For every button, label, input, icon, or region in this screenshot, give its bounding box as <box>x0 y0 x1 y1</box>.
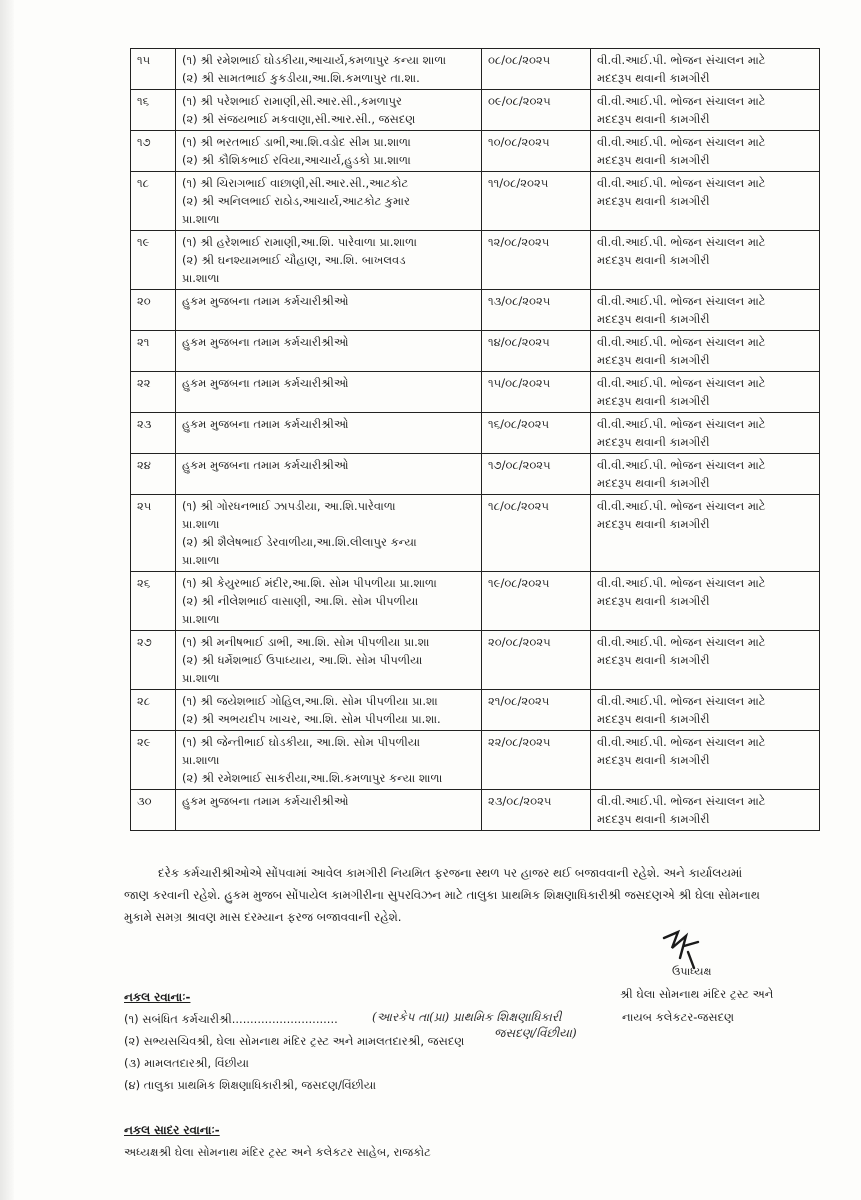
serial-number: ૧૯ <box>131 231 176 290</box>
work-description-line: મદદરૂપ થવાની કામગીરી <box>597 253 710 267</box>
assigned-work <box>591 172 820 231</box>
duty-date: ૦૮/૦૮/૨૦૨૫ <box>482 49 591 90</box>
work-description-line: મદદરૂપ થવાની કામગીરી <box>597 312 710 326</box>
assigned-work <box>591 372 820 413</box>
table-row <box>131 131 820 172</box>
work-description-line: વી.વી.આઈ.પી. ભોજન સંચાલન માટે <box>597 576 766 590</box>
work-description-line: વી.વી.આઈ.પી. ભોજન સંચાલન માટે <box>597 294 766 308</box>
employee-names <box>176 172 482 231</box>
serial-number: ૧૭ <box>131 131 176 172</box>
employee-name-line: (૧) શ્રી જેન્તીભાઈ ઘોડકીયા, આ.શિ. સોમ પીપળીયા <box>182 735 421 749</box>
duty-schedule-table <box>130 48 820 831</box>
copy-to-heading: નકલ રવાનાઃ- <box>124 990 191 1004</box>
assigned-work <box>591 495 820 572</box>
serial-number: ૨૮ <box>131 690 176 731</box>
assigned-work <box>591 49 820 90</box>
employee-name-line: (૨) શ્રી ઘનશ્યામભાઈ ચૌહાણ, આ.શિ. બાખલવડ <box>182 253 406 267</box>
table-row <box>131 572 820 631</box>
duty-date: ૨૧/૦૮/૨૦૨૫ <box>482 690 591 731</box>
table-row <box>131 90 820 131</box>
copy-item-2: (૨) સભ્યસચિવશ્રી, ઘેલા સોમનાથ મંદિર ટ્રસ્ટ અને મામલતદારશ્રી, જસદણ <box>124 1034 465 1048</box>
duty-date: ૧૯/૦૮/૨૦૨૫ <box>482 572 591 631</box>
work-description-line: મદદરૂપ થવાની કામગીરી <box>597 435 710 449</box>
assigned-work <box>591 231 820 290</box>
copy-item-1: (૧) સબંધિત કર્મચારીશ્રી............................. <box>124 1012 338 1026</box>
employee-name-line: (૨) શ્રી રમેશભાઈ સાકરીયા,આ.શિ.કમળાપુર કન્યા શાળા <box>182 771 443 785</box>
serial-number: ૨૦ <box>131 290 176 331</box>
work-description-line: મદદરૂપ થવાની કામગીરી <box>597 194 710 208</box>
employee-name-line: (૨) શ્રી કૌશિકભાઈ રવિયા,આચાર્ય,હુડકો પ્રા.શાળા <box>182 153 411 167</box>
employee-names <box>176 372 482 413</box>
work-description-line: મદદરૂપ થવાની કામગીરી <box>597 353 710 367</box>
assigned-work <box>591 454 820 495</box>
assigned-work <box>591 413 820 454</box>
employee-name-line: હુકમ મુજબના તમામ કર્મચારીશ્રીઓ <box>182 335 349 349</box>
table-row <box>131 454 820 495</box>
serial-number: ૨૨ <box>131 372 176 413</box>
table-row <box>131 631 820 690</box>
work-description-line: વી.વી.આઈ.પી. ભોજન સંચાલન માટે <box>597 458 766 472</box>
employee-name-line: (૧) શ્રી કેયુરભાઈ મંદીર,આ.શિ. સોમ પીપળીયા પ્રા.શાળા <box>182 576 437 590</box>
employee-name-line: પ્રા.શાળા <box>182 553 220 567</box>
serial-number: ૧૬ <box>131 90 176 131</box>
duty-date: ૧૭/૦૮/૨૦૨૫ <box>482 454 591 495</box>
table-row <box>131 49 820 90</box>
work-description-line: વી.વી.આઈ.પી. ભોજન સંચાલન માટે <box>597 176 766 190</box>
work-description-line: મદદરૂપ થવાની કામગીરી <box>597 753 710 767</box>
duty-date: ૨૩/૦૮/૨૦૨૫ <box>482 790 591 831</box>
work-description-line: વી.વી.આઈ.પી. ભોજન સંચાલન માટે <box>597 94 766 108</box>
instructions-paragraph <box>124 862 824 928</box>
employee-names <box>176 572 482 631</box>
employee-names <box>176 231 482 290</box>
employee-name-line: (૧) શ્રી હરેશભાઈ રામાણી,આ.શિ. પારેવાળા પ્રા.શાળા <box>182 235 417 249</box>
duty-date: ૧૮/૦૮/૨૦૨૫ <box>482 495 591 572</box>
work-description-line: મદદરૂપ થવાની કામગીરી <box>597 476 710 490</box>
serial-number: ૨૫ <box>131 495 176 572</box>
assigned-work <box>591 790 820 831</box>
serial-number: ૨૯ <box>131 731 176 790</box>
serial-number: ૩૦ <box>131 790 176 831</box>
employee-name-line: (૧) શ્રી ચિરાગભાઈ વાછાણી,સી.આર.સી.,આટકોટ <box>182 176 409 190</box>
work-description-line: વી.વી.આઈ.પી. ભોજન સંચાલન માટે <box>597 235 766 249</box>
signatory-title: ઉપાધ્યક્ષ <box>672 965 712 978</box>
duty-date: ૧૧/૦૮/૨૦૨૫ <box>482 172 591 231</box>
work-description-line: મદદરૂપ થવાની કામગીરી <box>597 712 710 726</box>
serial-number: ૧૮ <box>131 172 176 231</box>
serial-number: ૨૪ <box>131 454 176 495</box>
copy-item-4: (૪) તાલુકા પ્રાથમિક શિક્ષણાધિકારીશ્રી, જસદણ/વિંછીયા <box>124 1078 377 1092</box>
duty-date: ૧૨/૦૮/૨૦૨૫ <box>482 231 591 290</box>
duty-date: ૨૦/૦૮/૨૦૨૫ <box>482 631 591 690</box>
work-description-line: વી.વી.આઈ.પી. ભોજન સંચાલન માટે <box>597 694 766 708</box>
serial-number: ૨૬ <box>131 572 176 631</box>
assigned-work <box>591 90 820 131</box>
work-description-line: વી.વી.આઈ.પી. ભોજન સંચાલન માટે <box>597 135 766 149</box>
work-description-line: મદદરૂપ થવાની કામગીરી <box>597 653 710 667</box>
copy-submit-heading: નકલ સાદર રવાનાઃ- <box>124 1123 220 1137</box>
table-row <box>131 231 820 290</box>
employee-name-line: પ્રા.શાળા <box>182 612 220 626</box>
handwritten-note-2: જસદણ/વિંછીયા) <box>494 1026 577 1040</box>
duty-date: ૧૪/૦૮/૨૦૨૫ <box>482 331 591 372</box>
assigned-work <box>591 631 820 690</box>
employee-names <box>176 90 482 131</box>
employee-name-line: હુકમ મુજબના તમામ કર્મચારીશ્રીઓ <box>182 458 349 472</box>
employee-names <box>176 631 482 690</box>
table-row <box>131 290 820 331</box>
employee-name-line: (૧) શ્રી ગોરધનભાઈ ઝાપડીયા, આ.શિ.પારેવાળા <box>182 499 396 513</box>
copy-submit-text: અધ્યક્ષશ્રી ઘેલા સોમનાથ મંદિર ટ્રસ્ટ અને કલેકટર સાહેબ, રાજકોટ <box>124 1145 431 1159</box>
assigned-work <box>591 731 820 790</box>
employee-name-line: હુકમ મુજબના તમામ કર્મચારીશ્રીઓ <box>182 376 349 390</box>
employee-name-line: (૧) શ્રી ભરતભાઈ ડાભી,આ.શિ.વડોદ સીમ પ્રા.શાળા <box>182 135 411 149</box>
table-row <box>131 172 820 231</box>
work-description-line: મદદરૂપ થવાની કામગીરી <box>597 112 710 126</box>
employee-name-line: (૨) શ્રી નીલેશભાઈ વાસાણી, આ.શિ. સોમ પીપળીયા <box>182 594 419 608</box>
employee-name-line: હુકમ મુજબના તમામ કર્મચારીશ્રીઓ <box>182 294 349 308</box>
table-row <box>131 790 820 831</box>
table-row <box>131 331 820 372</box>
employee-name-line: (૨) શ્રી અનિલભાઈ રાઠોડ,આચાર્ય,આટકોટ કુમાર <box>182 194 410 208</box>
table-row <box>131 495 820 572</box>
work-description-line: મદદરૂપ થવાની કામગીરી <box>597 517 710 531</box>
paragraph-line-1: દરેક કર્મચારીશ્રીઓએ સોંપવામાં આવેલ કામગીરી નિયમિત ફરજના સ્થળ પર હાજર થઈ બજાવવાની રહેશે. અને કાર્યાલયમાં <box>158 866 743 880</box>
serial-number: ૧૫ <box>131 49 176 90</box>
employee-name-line: (૧) શ્રી મનીષભાઈ ડાભી, આ.શિ. સોમ પીપળીયા પ્રા.શા <box>182 635 430 649</box>
employee-name-line: પ્રા.શાળા <box>182 671 220 685</box>
serial-number: ૨૭ <box>131 631 176 690</box>
employee-name-line: પ્રા.શાળા <box>182 271 220 285</box>
assigned-work <box>591 572 820 631</box>
work-description-line: વી.વી.આઈ.પી. ભોજન સંચાલન માટે <box>597 417 766 431</box>
duty-date: ૧૩/૦૮/૨૦૨૫ <box>482 290 591 331</box>
employee-names <box>176 49 482 90</box>
employee-name-line: (૨) શ્રી સંજયભાઈ મકવાણા,સી.આર.સી., જસદણ <box>182 112 416 126</box>
work-description-line: મદદરૂપ થવાની કામગીરી <box>597 594 710 608</box>
work-description-line: વી.વી.આઈ.પી. ભોજન સંચાલન માટે <box>597 53 766 67</box>
serial-number: ૨૧ <box>131 331 176 372</box>
copy-item-3: (૩) મામલતદારશ્રી, વિંછીયા <box>124 1056 250 1070</box>
handwritten-note-1: (આરકેપ તા(પ્રા) પ્રાથમિક શિક્ષણાધિકારી <box>372 1010 562 1024</box>
employee-names <box>176 690 482 731</box>
serial-number: ૨૩ <box>131 413 176 454</box>
employee-name-line: (૨) શ્રી ધર્મેશભાઈ ઉપાધ્યાય, આ.શિ. સોમ પીપળીયા <box>182 653 423 667</box>
table-row <box>131 413 820 454</box>
signatory-organization: શ્રી ઘેલા સોમનાથ મંદિર ટ્રસ્ટ અને <box>620 987 774 1001</box>
employee-names <box>176 495 482 572</box>
table-row <box>131 372 820 413</box>
duty-date: ૧૫/૦૮/૨૦૨૫ <box>482 372 591 413</box>
employee-names <box>176 131 482 172</box>
employee-name-line: પ્રા.શાળા <box>182 212 220 226</box>
work-description-line: મદદરૂપ થવાની કામગીરી <box>597 812 710 826</box>
employee-name-line: (૨) શ્રી સામતભાઈ કુકડીયા,આ.શિ.કમળાપુર તા.શા. <box>182 71 420 85</box>
assigned-work <box>591 690 820 731</box>
work-description-line: વી.વી.આઈ.પી. ભોજન સંચાલન માટે <box>597 499 766 513</box>
employee-names <box>176 731 482 790</box>
work-description-line: વી.વી.આઈ.પી. ભોજન સંચાલન માટે <box>597 376 766 390</box>
employee-name-line: હુકમ મુજબના તમામ કર્મચારીશ્રીઓ <box>182 417 349 431</box>
paragraph-line-3: મુકામે સમગ્ર શ્રાવણ માસ દરમ્યાન ફરજ બજાવવાની રહેશે. <box>124 910 402 924</box>
work-description-line: મદદરૂપ થવાની કામગીરી <box>597 71 710 85</box>
duty-date: ૦૯/૦૮/૨૦૨૫ <box>482 90 591 131</box>
employee-name-line: (૧) શ્રી જયેશભાઈ ગોહિલ,આ.શિ. સોમ પીપળીયા પ્રા.શા <box>182 694 438 708</box>
assigned-work <box>591 290 820 331</box>
employee-name-line: પ્રા.શાળા <box>182 753 220 767</box>
work-description-line: વી.વી.આઈ.પી. ભોજન સંચાલન માટે <box>597 735 766 749</box>
duty-date: ૧૬/૦૮/૨૦૨૫ <box>482 413 591 454</box>
employee-names <box>176 331 482 372</box>
table-row <box>131 690 820 731</box>
work-description-line: વી.વી.આઈ.પી. ભોજન સંચાલન માટે <box>597 794 766 808</box>
employee-names <box>176 790 482 831</box>
employee-name-line: (૨) શ્રી શૈલેષભાઈ ડેરવાળીયા,આ.શિ.લીલાપુર કન્યા <box>182 535 417 549</box>
employee-names <box>176 290 482 331</box>
employee-name-line: હુકમ મુજબના તમામ કર્મચારીશ્રીઓ <box>182 794 349 808</box>
signatory-designation: નાયબ કલેકટર-જસદણ <box>622 1010 735 1024</box>
employee-name-line: પ્રા.શાળા <box>182 517 220 531</box>
work-description-line: મદદરૂપ થવાની કામગીરી <box>597 394 710 408</box>
work-description-line: વી.વી.આઈ.પી. ભોજન સંચાલન માટે <box>597 635 766 649</box>
duty-date: ૧૦/૦૮/૨૦૨૫ <box>482 131 591 172</box>
table-row <box>131 731 820 790</box>
paragraph-line-2: જાણ કરવાની રહેશે. હુકમ મુજબ સોંપાયેલ કામગીરીના સુપરવિઝન માટે તાલુકા પ્રાથમિક શિક્ષણાધિકારીશ્રી જસદણએ શ્રી ઘેલા સોમનાથ <box>124 888 760 902</box>
employee-names <box>176 413 482 454</box>
employee-names <box>176 454 482 495</box>
employee-name-line: (૧) શ્રી રમેશભાઈ ઘોડકીયા,આચાર્ય,કમળાપુર કન્યા શાળા <box>182 53 447 67</box>
assigned-work <box>591 331 820 372</box>
assigned-work <box>591 131 820 172</box>
work-description-line: મદદરૂપ થવાની કામગીરી <box>597 153 710 167</box>
duty-date: ૨૨/૦૮/૨૦૨૫ <box>482 731 591 790</box>
employee-name-line: (૨) શ્રી અભયદીપ ખાચર, આ.શિ. સોમ પીપળીયા પ્રા.શા. <box>182 712 441 726</box>
employee-name-line: (૧) શ્રી પરેશભાઈ રામાણી,સી.આર.સી.,કમળાપુર <box>182 94 402 108</box>
work-description-line: વી.વી.આઈ.પી. ભોજન સંચાલન માટે <box>597 335 766 349</box>
